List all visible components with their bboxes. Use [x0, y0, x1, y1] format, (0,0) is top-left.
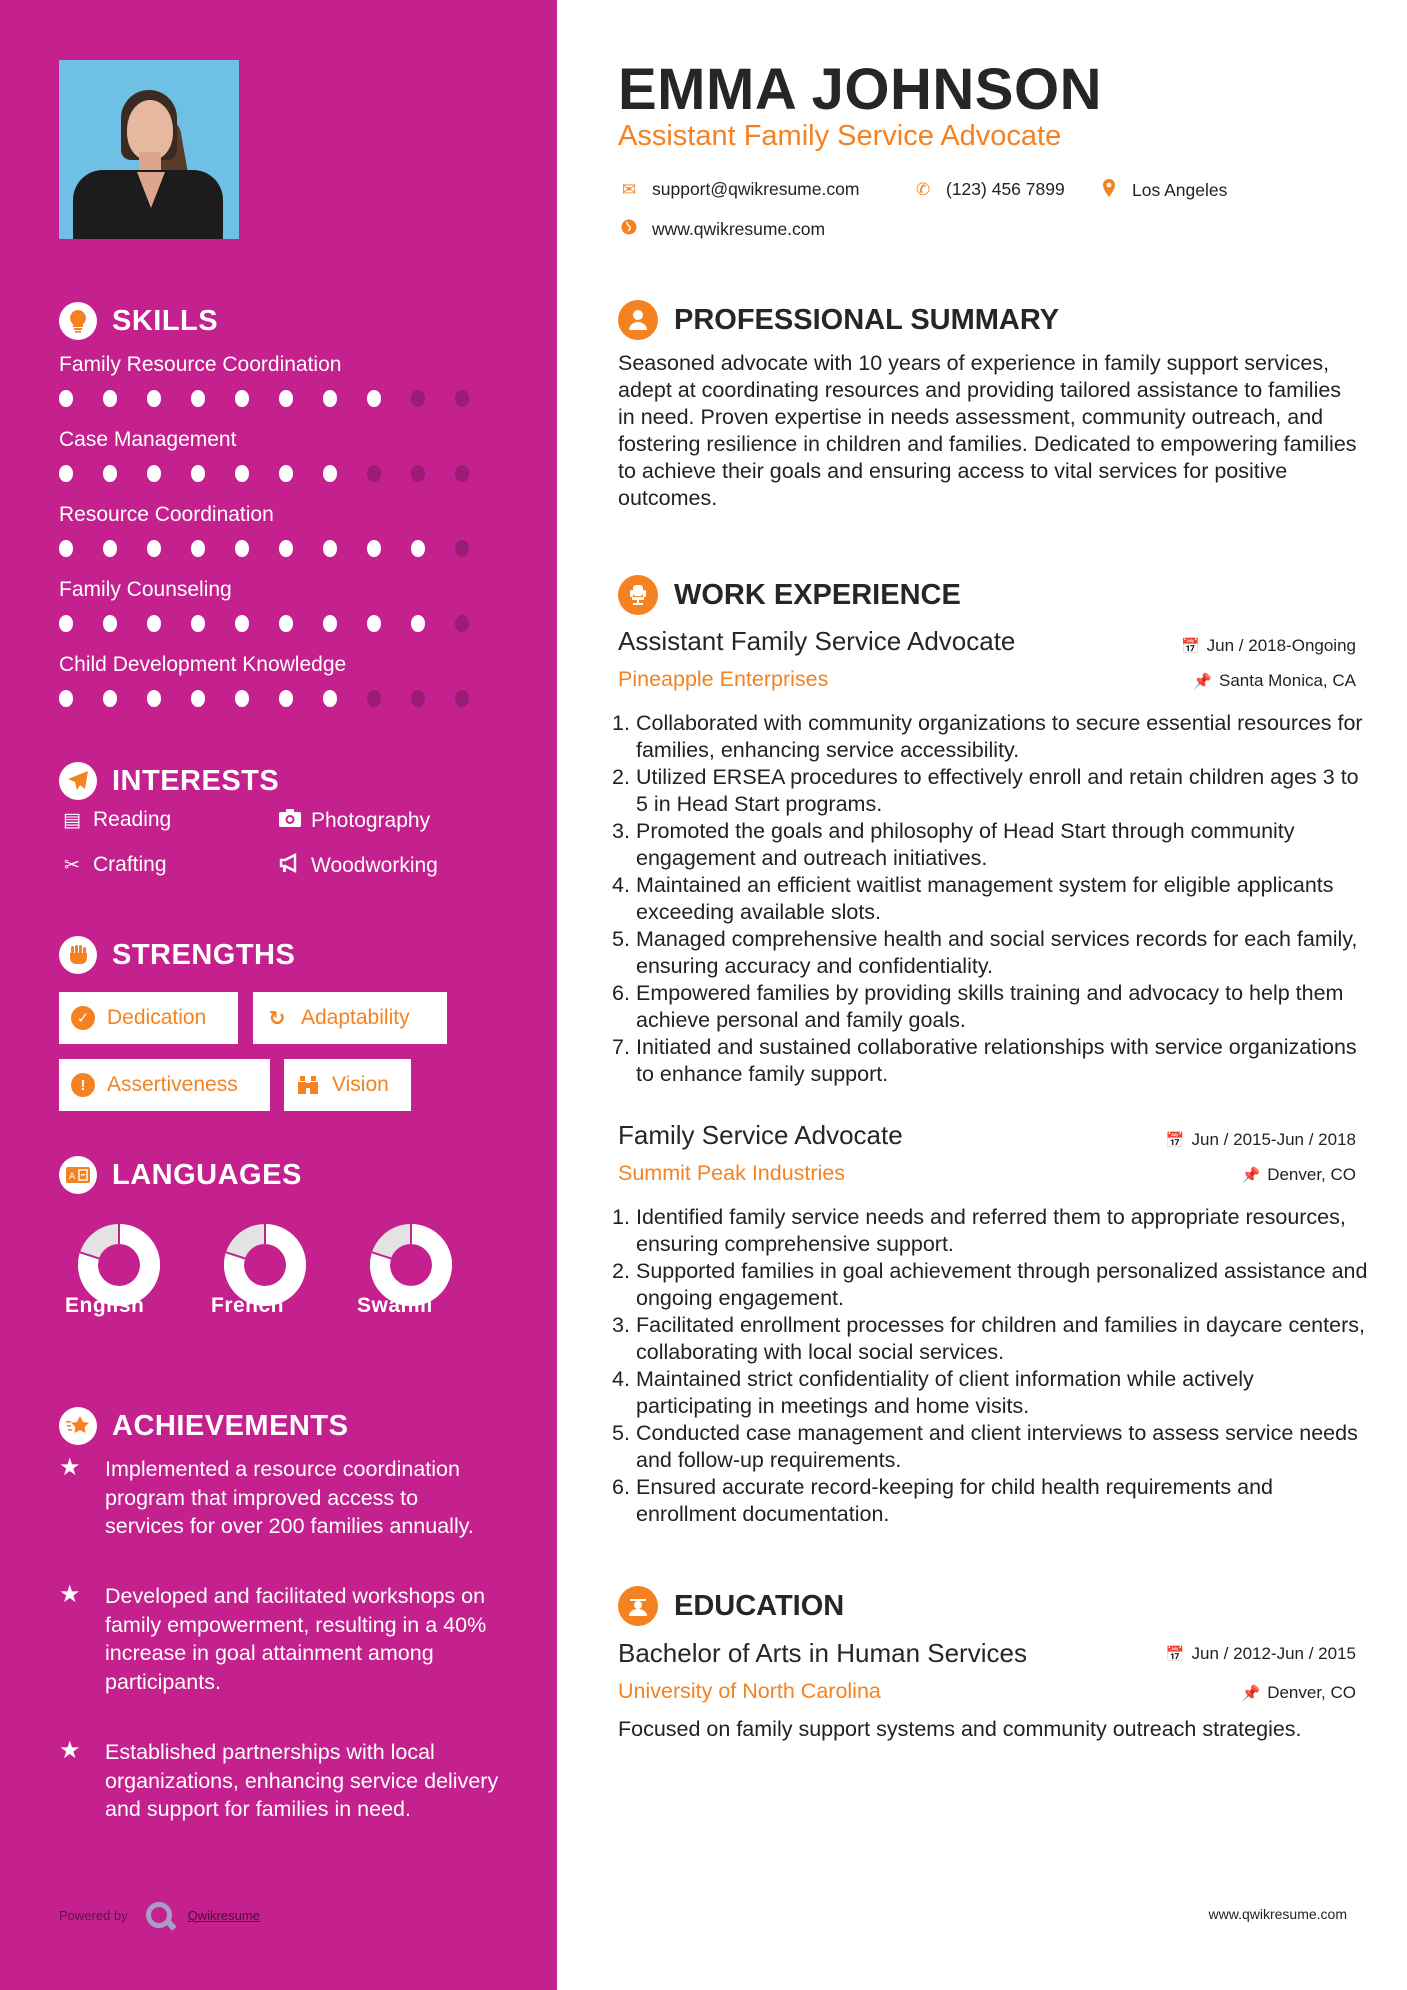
skills-heading: SKILLS [59, 302, 218, 340]
rating-dot-filled [59, 690, 73, 707]
job-bullet: 4. Maintained an efficient waitlist management system for eligible applicants exceeding available slots. [612, 873, 1334, 924]
interest-item: ✂ Crafting [59, 853, 167, 877]
job-bullet: 3. Facilitated enrollment processes for children and families in daycare centers, collaborating with local social services. [612, 1313, 1365, 1364]
strength-chip: ! Assertiveness [59, 1059, 270, 1111]
rating-dot-filled [103, 615, 117, 632]
map-pin-icon [1098, 179, 1120, 202]
job-title: Assistant Family Service Advocate [618, 626, 1016, 656]
rating-dot-empty [367, 465, 381, 482]
interest-item: Woodworking [277, 853, 438, 879]
pushpin-icon: 📌 [1241, 1167, 1261, 1184]
achievements-heading: ACHIEVEMENTS [59, 1407, 348, 1445]
job-bullet: 1. Identified family service needs and referred them to appropriate resources, ensuring comprehensive support. [612, 1205, 1346, 1256]
experience-heading: WORK EXPERIENCE [618, 575, 961, 615]
language-item: English [59, 1222, 179, 1308]
sidebar [0, 0, 557, 1990]
contact-location: Los Angeles [1098, 179, 1227, 202]
interest-item: ▤ Reading [59, 808, 171, 832]
rating-dot-filled [279, 390, 293, 407]
fist-icon [59, 936, 97, 974]
rating-dot-empty [411, 390, 425, 407]
education-location: 📌 Denver, CO [1241, 1683, 1356, 1702]
achievement-item: ★ Established partnerships with local organizations, enhancing service delivery and support for families in need. [59, 1738, 499, 1824]
calendar-icon: 📅 [1165, 1646, 1185, 1663]
language-icon [59, 1156, 97, 1194]
job-bullet: 5. Managed comprehensive health and social services records for each family, ensuring accuracy and confidentiality. [612, 927, 1358, 978]
rating-dot-empty [411, 690, 425, 707]
rating-dot-filled [147, 390, 161, 407]
rating-dot-filled [279, 540, 293, 557]
job-company: Summit Peak Industries [618, 1161, 846, 1185]
lightbulb-icon [59, 302, 97, 340]
rating-dot-filled [235, 390, 249, 407]
rating-dot-filled [367, 615, 381, 632]
pushpin-icon: 📌 [1193, 673, 1212, 690]
star-icon: ★ [59, 1737, 81, 1764]
summary-heading: PROFESSIONAL SUMMARY [618, 300, 1059, 340]
calendar-icon: 📅 [1180, 638, 1200, 655]
contact-website: www.qwikresume.com [618, 219, 825, 240]
job-location: 📌 Denver, CO [1241, 1165, 1356, 1184]
job-bullet: 1. Collaborated with community organizations to secure essential resources for families, enhancing service accessibility. [612, 711, 1363, 762]
rating-dot-filled [323, 465, 337, 482]
job-title: Family Service Advocate [618, 1120, 903, 1150]
education-heading: EDUCATION [618, 1586, 844, 1626]
paper-plane-icon [59, 762, 97, 800]
rating-dot-empty [455, 690, 469, 707]
rating-dot-empty [455, 465, 469, 482]
exclamation-circle-icon: ! [71, 1073, 95, 1097]
svg-text:A: A [69, 1172, 76, 1182]
phone-icon: ✆ [915, 179, 931, 199]
skill-rating [59, 540, 499, 557]
rating-dot-filled [279, 690, 293, 707]
rating-dot-filled [147, 615, 161, 632]
language-item: Swahili [351, 1222, 471, 1308]
rating-dot-filled [191, 465, 205, 482]
job-bullet: 2. Supported families in goal achievement through personalized assistance and ongoing engagement. [612, 1259, 1368, 1310]
rating-dot-filled [59, 465, 73, 482]
skill-item: Resource Coordination [59, 501, 499, 557]
rating-dot-filled [411, 615, 425, 632]
footer-url[interactable]: www.qwikresume.com [1208, 1906, 1347, 1922]
rating-dot-filled [367, 540, 381, 557]
job-company: Pineapple Enterprises [618, 667, 829, 691]
rating-dot-filled [191, 690, 205, 707]
rating-dot-filled [59, 540, 73, 557]
rating-dot-filled [411, 540, 425, 557]
strength-chip: Vision [284, 1059, 411, 1111]
rating-dot-filled [279, 465, 293, 482]
strengths-heading: STRENGTHS [59, 936, 295, 974]
achievement-item: ★ Developed and facilitated workshops on family empowerment, resulting in a 40% increase in goal attainment among participants. [59, 1582, 499, 1696]
envelope-icon: ✉ [621, 179, 637, 199]
rating-dot-filled [147, 465, 161, 482]
rating-dot-filled [103, 465, 117, 482]
rating-dot-filled [235, 615, 249, 632]
powered-by: Powered by Qwikresume [59, 1902, 260, 1928]
contact-phone: ✆ (123) 456 7899 [912, 179, 1065, 200]
globe-icon [618, 219, 640, 240]
skill-item: Family Counseling [59, 576, 499, 632]
skill-item: Family Resource Coordination [59, 351, 499, 407]
star-icon: ★ [59, 1581, 81, 1608]
camera-icon [277, 808, 303, 834]
rating-dot-filled [367, 390, 381, 407]
education-dates: 📅 Jun / 2012-Jun / 2015 [1165, 1644, 1356, 1663]
skill-rating [59, 690, 499, 707]
interest-item: Photography [277, 808, 430, 834]
languages-heading: A LANGUAGES [59, 1156, 302, 1194]
skill-rating [59, 465, 499, 482]
skill-item: Child Development Knowledge [59, 651, 499, 707]
job-dates: 📅 Jun / 2015-Jun / 2018 [1165, 1130, 1356, 1149]
candidate-role: Assistant Family Service Advocate [618, 120, 1062, 152]
rating-dot-filled [323, 540, 337, 557]
qwikresume-link[interactable]: Qwikresume [187, 1907, 260, 1923]
profile-photo [59, 60, 239, 239]
school-name: University of North Carolina [618, 1679, 881, 1703]
rating-dot-filled [59, 390, 73, 407]
job-bullet: 2. Utilized ERSEA procedures to effectively enroll and retain children ages 3 to 5 in Head Start programs. [612, 765, 1359, 816]
rating-dot-empty [411, 465, 425, 482]
strength-chip: ✓ Dedication [59, 992, 238, 1044]
book-icon: ▤ [63, 809, 81, 831]
refresh-icon: ↻ [268, 1007, 286, 1030]
job-bullets [612, 1204, 1372, 1528]
education-description: Focused on family support systems and community outreach strategies. [618, 1717, 1302, 1741]
rating-dot-filled [323, 690, 337, 707]
rating-dot-filled [103, 390, 117, 407]
job-bullets [612, 710, 1372, 1088]
rating-dot-filled [235, 690, 249, 707]
qwikresume-logo-icon [146, 1902, 172, 1928]
job-bullet: 4. Maintained strict confidentiality of client information while actively participating in meetings and home visits. [612, 1367, 1254, 1418]
job-bullet: 7. Initiated and sustained collaborative relationships with service organizations to enhance family support. [612, 1035, 1357, 1086]
rating-dot-filled [235, 540, 249, 557]
scissors-icon: ✂ [64, 854, 80, 876]
skill-rating [59, 615, 499, 632]
rating-dot-empty [455, 390, 469, 407]
star-icon: ★ [59, 1454, 81, 1481]
graduate-icon [618, 1586, 658, 1626]
rating-dot-empty [455, 540, 469, 557]
job-bullet: 6. Ensured accurate record-keeping for child health requirements and enrollment documentation. [612, 1475, 1274, 1526]
skill-rating [59, 390, 499, 407]
contact-email: ✉ support@qwikresume.com [618, 179, 859, 200]
rating-dot-filled [103, 690, 117, 707]
achievement-item: ★ Implemented a resource coordination program that improved access to services for over 200 families annually. [59, 1455, 499, 1541]
degree-title: Bachelor of Arts in Human Services [618, 1638, 1027, 1668]
rating-dot-empty [455, 615, 469, 632]
rating-dot-filled [59, 615, 73, 632]
rating-dot-filled [191, 615, 205, 632]
interests-heading: INTERESTS [59, 762, 279, 800]
job-bullet: 5. Conducted case management and client interviews to assess service needs and follow-up requirements. [612, 1421, 1358, 1472]
rating-dot-filled [103, 540, 117, 557]
job-dates: 📅 Jun / 2018-Ongoing [1180, 636, 1356, 655]
megaphone-icon [277, 853, 303, 879]
rating-dot-empty [367, 690, 381, 707]
rating-dot-filled [191, 540, 205, 557]
check-circle-icon: ✓ [71, 1006, 95, 1030]
pushpin-icon: 📌 [1241, 1685, 1261, 1702]
rating-dot-filled [323, 390, 337, 407]
job-location: 📌 Santa Monica, CA [1193, 671, 1356, 690]
rating-dot-filled [147, 690, 161, 707]
strength-chip: ↻ Adaptability [253, 992, 447, 1044]
candidate-name: EMMA JOHNSON [618, 57, 1102, 122]
rating-dot-filled [323, 615, 337, 632]
job-bullet: 3. Promoted the goals and philosophy of Head Start through community engagement and outreach initiatives. [612, 819, 1295, 870]
job-bullet: 6. Empowered families by providing skills training and advocacy to help them achieve personal and family goals. [612, 981, 1344, 1032]
rating-dot-filled [147, 540, 161, 557]
skill-item: Case Management [59, 426, 499, 482]
star-icon [59, 1407, 97, 1445]
binoculars-icon [296, 1073, 320, 1097]
language-item: French [205, 1222, 325, 1308]
rating-dot-filled [279, 615, 293, 632]
calendar-icon: 📅 [1165, 1132, 1185, 1149]
rating-dot-filled [235, 465, 249, 482]
office-chair-icon [618, 575, 658, 615]
summary-text: Seasoned advocate with 10 years of experience in family support services, adept at coordinating resources and providing tailored assistance to families in need. Proven expertise in needs assessment, community outreach, and fostering resilience in children and families. Dedicated to empowering families to achieve their goals and ensuring access to vital services for positive outcomes. [618, 351, 1357, 510]
user-icon [618, 300, 658, 340]
rating-dot-filled [191, 390, 205, 407]
